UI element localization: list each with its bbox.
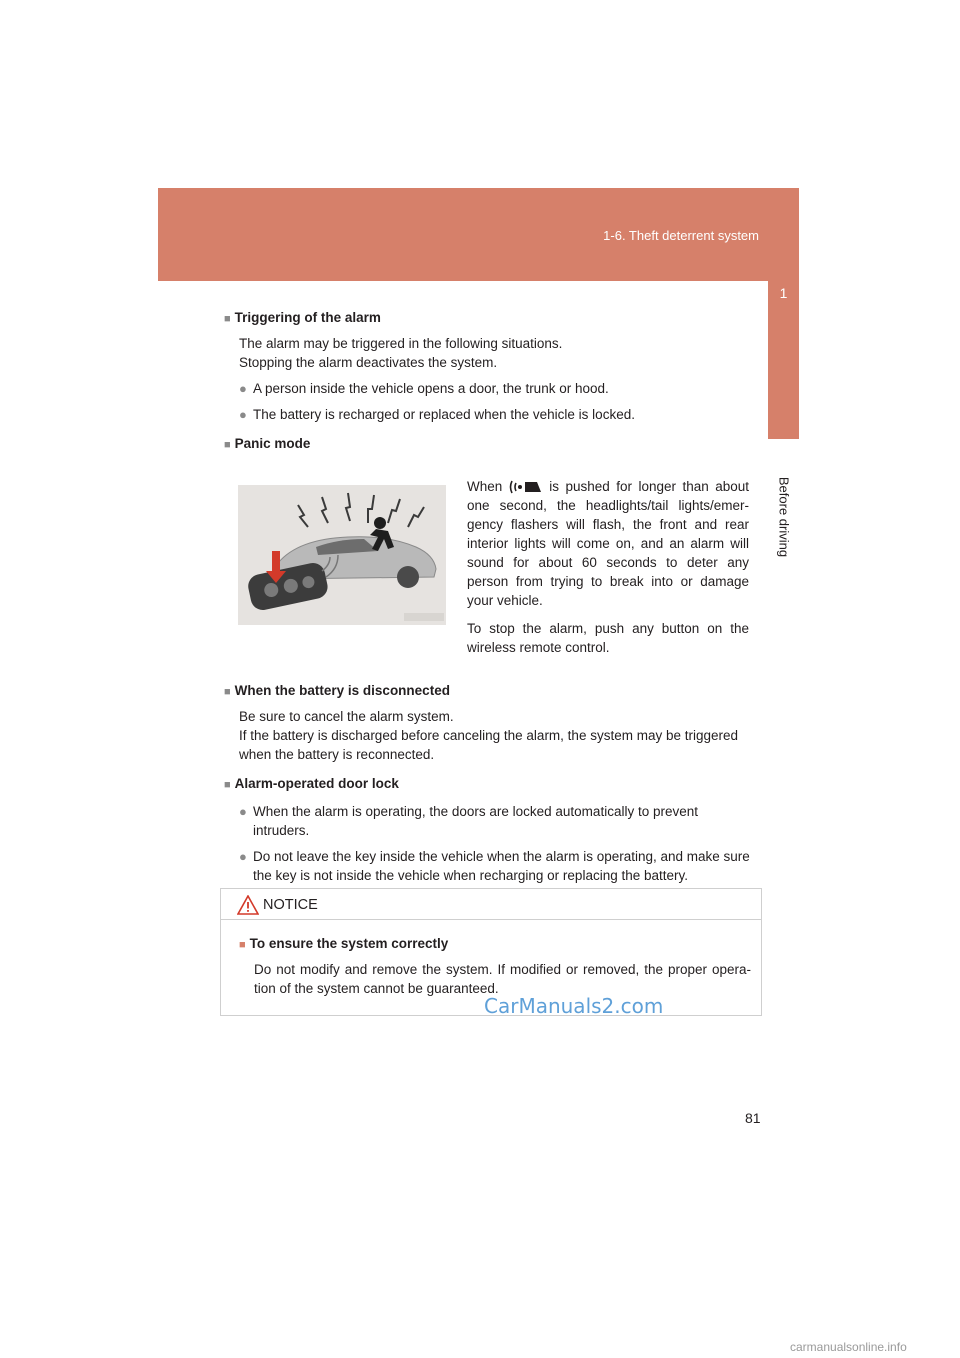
footer-watermark: carmanualsonline.info — [790, 1340, 907, 1354]
list-item: ● Do not leave the key inside the vehicle when the alarm is operating, and make sure the key is not inside the vehicle when recharging or replacing the battery. — [239, 849, 750, 883]
square-bullet-icon: ■ — [224, 439, 231, 451]
chapter-label-container — [768, 452, 799, 582]
panic-button-icon — [509, 479, 543, 495]
notice-header — [221, 889, 761, 920]
chapter-label: Before driving — [776, 476, 791, 558]
triggering-intro-line1: The alarm may be triggered in the following situations. — [239, 336, 563, 351]
bullet-dot-icon: ● — [239, 381, 247, 396]
list-item: ● When the alarm is operating, the doors are locked automatically to prevent intruders. — [239, 804, 698, 838]
square-bullet-icon: ■ — [239, 939, 246, 951]
square-bullet-icon: ■ — [224, 779, 231, 791]
bullet-dot-icon: ● — [239, 407, 247, 422]
chapter-number: 1 — [779, 285, 788, 301]
car-alarm-illustration — [238, 485, 446, 625]
panic-heading: ■ Panic mode — [224, 436, 311, 451]
doorlock-heading: ■ Alarm-operated door lock — [224, 776, 399, 791]
panic-paragraph-2: To stop the alarm, push any button on the wireless remote control. — [467, 621, 749, 655]
battery-line2: If the battery is discharged before canceling the alarm, the system may be triggered when the battery is reconnected. — [239, 728, 739, 762]
battery-line1: Be sure to cancel the alarm system. — [239, 709, 454, 724]
list-item: ● The battery is recharged or replaced when the vehicle is locked. — [239, 407, 635, 422]
panic-description — [467, 477, 749, 666]
notice-title: NOTICE — [263, 897, 318, 913]
watermark: CarManuals2.com — [484, 994, 664, 1018]
battery-heading: ■ When the battery is disconnected — [224, 683, 450, 698]
square-bullet-icon: ■ — [224, 686, 231, 698]
notice-body — [221, 920, 761, 998]
section-title: 1-6. Theft deterrent system — [603, 228, 759, 243]
list-item: ● A person inside the vehicle opens a door, the trunk or hood. — [239, 381, 609, 396]
main-content — [224, 308, 756, 885]
triggering-heading: ■ Triggering of the alarm — [224, 310, 381, 325]
triggering-intro — [224, 334, 756, 372]
panic-mode-illustration — [238, 485, 446, 625]
battery-text — [224, 707, 756, 764]
notice-heading: ■ To ensure the system correctly — [239, 936, 449, 951]
bullet-dot-icon: ● — [239, 849, 247, 864]
notice-text: Do not modify and remove the system. If modified or removed, the proper opera-tion of the system cannot be guaranteed. — [254, 962, 751, 996]
panic-paragraph-1: When is pushed for longer than about one second, the headlights/tail lights/emer-gency flashers will flash, the front and rear interior lights will come on, and an alarm will sound for about 60 seconds to deter any person from trying to break into or damage your vehicle. — [467, 479, 749, 608]
page-number: 81 — [745, 1110, 761, 1126]
panic-block — [224, 461, 756, 671]
section-header-band — [158, 188, 799, 281]
warning-triangle-icon — [237, 895, 259, 915]
square-bullet-icon: ■ — [224, 313, 231, 325]
bullet-dot-icon: ● — [239, 804, 247, 819]
chapter-tab — [768, 281, 799, 439]
triggering-intro-line2: Stopping the alarm deactivates the system. — [239, 355, 498, 370]
